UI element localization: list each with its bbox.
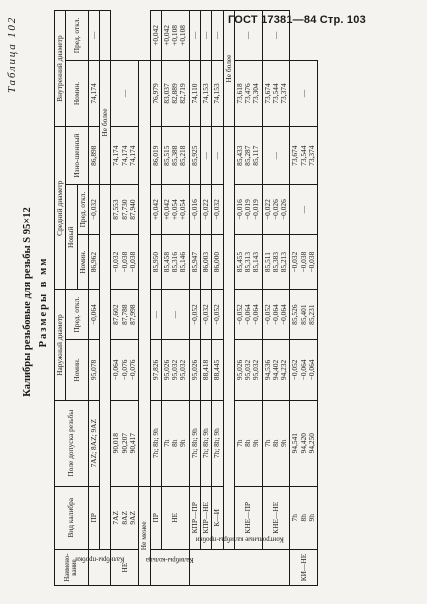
middle-worn (200, 127, 211, 185)
inner-deviation-value: — (243, 31, 253, 40)
outer-nominal-value: 95,026 (189, 359, 199, 381)
middle-worn-value: 85,117 (251, 145, 261, 166)
gauge-type: КПР—ПР (189, 486, 200, 550)
page-header: ГОСТ 17381—84 Стр. 103 (228, 14, 366, 26)
tolerance-field-value: 7h (262, 439, 272, 447)
tolerance-field-value: 7h; 8h; 9h (189, 428, 199, 459)
middle-deviation-value: −0,038 (298, 251, 308, 273)
middle-nominal-value: 85,950 (150, 251, 160, 273)
middle-worn-value: — (270, 152, 280, 160)
middle-worn-value: 86,898 (88, 145, 98, 166)
inner-deviation-value: — (200, 31, 210, 40)
inner-nominal (150, 60, 161, 126)
middle-deviation (161, 185, 189, 235)
tolerance-field-value: 7h; 8h; 9h (200, 428, 210, 459)
header-worn: Изно-шенный (66, 127, 89, 185)
middle-nominal-value: 85,383 (270, 251, 280, 273)
middle-deviation-value: −0,026 (279, 199, 289, 221)
inner-deviation (161, 11, 189, 61)
outer-nominal-value: 94,536 (262, 359, 272, 381)
inner-nominal (234, 60, 262, 126)
middle-nominal (290, 290, 318, 340)
middle-deviation-value: −0,022 (262, 199, 272, 221)
outer-nominal (150, 340, 161, 401)
middle-deviation-value: −0,032 (290, 251, 300, 273)
inner-deviation-value: — (298, 89, 308, 98)
header-row-1 (55, 11, 66, 586)
inner-deviation (189, 11, 200, 61)
group-label (189, 535, 290, 586)
table-row (88, 11, 99, 586)
tolerance-field-value: 8h (298, 514, 308, 522)
middle-deviation (262, 185, 290, 235)
table-row (161, 11, 189, 586)
gauge-type: ПР (88, 486, 99, 550)
tolerance-field (262, 400, 290, 486)
middle-worn-value: 85,218 (178, 145, 188, 166)
table-row (150, 11, 161, 586)
group-label-text: Калибры-кольца (146, 555, 194, 563)
outer-nominal-value: 90,207 (119, 433, 129, 454)
middle-deviation-value: +0,042 (150, 199, 160, 221)
outer-deviation-value: −0,064 (307, 359, 317, 381)
tolerance-field-value: 7AZ (111, 511, 121, 525)
tolerance-field-value: 7h; 8h; 9h (212, 428, 222, 459)
inner-nominal-value: 73,374 (307, 145, 317, 166)
header-middle-diameter: Средний диаметр (55, 127, 66, 290)
outer-nominal-value: 95,026 (234, 359, 244, 381)
tolerance-field (161, 400, 189, 486)
middle-deviation-value: −0,032 (111, 251, 121, 273)
middle-deviation-value: −0,038 (119, 251, 129, 273)
inner-deviation (262, 11, 290, 61)
inner-deviation (212, 11, 223, 61)
outer-deviation-value: −0,052 (262, 304, 272, 326)
header-new: Новый (66, 185, 77, 290)
note-empty (100, 11, 111, 61)
middle-nominal (189, 234, 200, 289)
table-row (262, 11, 290, 586)
outer-deviation-value: −0,064 (251, 304, 261, 326)
inner-deviation (88, 11, 99, 61)
outer-deviation-value: — (150, 310, 160, 319)
inner-nominal-value: 74,174 (88, 83, 98, 104)
middle-deviation-value: +0,054 (178, 199, 188, 221)
note-not-more: Не более (100, 60, 111, 184)
middle-worn-value: 85,287 (243, 145, 253, 166)
tolerance-field (150, 400, 161, 486)
tolerance-field-value: 7h (161, 439, 171, 447)
middle-deviation (88, 185, 99, 235)
header-inner-dev: Пред. откл. (66, 11, 89, 61)
middle-nominal (212, 234, 223, 289)
middle-worn-value: 85,925 (189, 145, 199, 166)
middle-worn (161, 127, 189, 185)
gauge-table (54, 10, 318, 586)
middle-worn (88, 127, 99, 185)
note-row (223, 11, 234, 586)
outer-deviation-value: −0,052 (212, 304, 222, 326)
gauge-type: НЕ (161, 486, 189, 550)
tolerance-field-value: 7h; 8h; 9h (150, 428, 160, 459)
middle-deviation (290, 234, 318, 289)
middle-worn-value: 85,433 (234, 145, 244, 166)
outer-deviation-value: −0,064 (88, 304, 98, 326)
group-label-text: Контрольные калибры-пробки (195, 535, 285, 543)
outer-nominal-value: 94,250 (307, 433, 317, 454)
inner-nominal-value: 82,719 (178, 83, 188, 104)
gauge-type: КИ—НЕ (290, 550, 318, 586)
tolerance-field-value: 9h (307, 514, 317, 522)
outer-deviation-value: −0,064 (279, 304, 289, 326)
note-not-more: Не более (223, 11, 234, 127)
inner-nominal (212, 60, 223, 126)
tolerance-field (234, 400, 262, 486)
outer-deviation (111, 340, 139, 401)
inner-nominal (262, 60, 290, 126)
middle-worn-value: 86,019 (150, 145, 160, 166)
middle-worn (234, 127, 262, 185)
middle-deviation (150, 185, 161, 235)
inner-nominal (189, 60, 200, 126)
note-empty (100, 185, 111, 550)
inner-nominal-value: 74,174 (119, 145, 129, 166)
inner-deviation (234, 11, 262, 61)
middle-nominal-value: 87,998 (127, 304, 137, 325)
inner-deviation-value: — (119, 89, 129, 98)
tolerance-field-value: 9h (251, 439, 261, 447)
inner-nominal-value: 74,110 (189, 83, 199, 104)
middle-nominal-value: 85,313 (243, 251, 253, 273)
tolerance-field-value: 8h (170, 439, 180, 447)
middle-nominal-value: 87,602 (111, 304, 121, 325)
inner-nominal (88, 60, 99, 126)
note-row (139, 11, 150, 586)
outer-deviation (200, 290, 211, 340)
inner-deviation (150, 11, 161, 61)
tolerance-field-value: 9h (279, 439, 289, 447)
outer-nominal-value: 94,402 (270, 359, 280, 381)
outer-nominal-value: 88,418 (200, 359, 210, 381)
inner-nominal-value: 73,544 (270, 83, 280, 104)
middle-worn (290, 185, 318, 235)
middle-deviation-value: −0,038 (127, 251, 137, 273)
header-outer-dev: Пред. откл. (66, 290, 89, 340)
middle-nominal-value: 86,003 (200, 251, 210, 273)
tolerance-field-value: 7h (290, 514, 300, 522)
middle-deviation-value: −0,019 (243, 199, 253, 221)
header-outer-nom: Номин. (66, 340, 89, 401)
inner-nominal-value: 73,476 (243, 83, 253, 104)
middle-worn-value: — (200, 152, 210, 160)
middle-worn (150, 127, 161, 185)
outer-deviation (234, 290, 262, 340)
inner-deviation (290, 60, 318, 126)
inner-nominal-value: 74,174 (127, 145, 137, 166)
middle-nominal (234, 234, 262, 289)
inner-nominal-value: 73,304 (251, 83, 261, 104)
middle-deviation-value: −0,026 (270, 199, 280, 221)
outer-nominal (290, 400, 318, 486)
outer-nominal-value: 94,541 (290, 433, 300, 454)
table-caption: Таблица 102 (6, 16, 18, 93)
outer-nominal (189, 340, 200, 401)
outer-nominal-value: 95,078 (88, 359, 98, 381)
middle-deviation-value: −0,038 (307, 251, 317, 273)
inner-nominal-value: 74,153 (200, 83, 210, 104)
header-outer-diameter: Наружный диаметр (55, 290, 66, 401)
inner-nominal-value: 73,674 (290, 145, 300, 166)
middle-worn (262, 127, 290, 185)
middle-worn-value: — (298, 205, 308, 214)
inner-deviation (200, 11, 211, 61)
inner-deviation (111, 60, 139, 126)
inner-nominal (290, 127, 318, 185)
outer-deviation (212, 290, 223, 340)
outer-deviation-value: −0,076 (127, 359, 137, 381)
header-inner-nom: Номин. (66, 60, 89, 126)
middle-nominal-value: 85,526 (290, 304, 300, 325)
note-row (100, 11, 111, 586)
header-middle-nom: Номин. (77, 234, 88, 289)
inner-deviation-value: +0,108 (178, 25, 188, 46)
middle-worn (111, 185, 139, 235)
header-inner-diameter: Внутренний диаметр (55, 11, 66, 127)
middle-nominal-value: 86,000 (212, 251, 222, 273)
middle-nominal-value: 85,213 (279, 251, 289, 273)
inner-nominal-value: 73,618 (234, 83, 244, 104)
inner-nominal-value: 73,674 (262, 83, 272, 104)
outer-deviation (88, 290, 99, 340)
note-not-less: Не менее (139, 486, 150, 585)
gauge-type: ПР (150, 486, 161, 550)
tolerance-field (111, 486, 139, 550)
inner-nominal-value: 76,979 (150, 83, 160, 104)
tolerance-field-value: 7AZ; 8AZ; 9AZ (88, 418, 98, 468)
header-name: Наимено-вание (55, 550, 89, 586)
outer-nominal-value: 95,032 (170, 359, 180, 381)
middle-deviation (200, 185, 211, 235)
middle-worn-value: 87,553 (111, 199, 121, 220)
table-title: Калибры резьбовые для резьбы S 95×12 (22, 207, 33, 397)
middle-deviation-value: −0,016 (234, 199, 244, 221)
outer-deviation-value: −0,064 (111, 359, 121, 381)
outer-nominal (161, 340, 189, 401)
middle-worn-value: 87,730 (119, 199, 129, 220)
middle-nominal-value: 85,231 (307, 304, 317, 325)
table-row (234, 11, 262, 586)
middle-nominal (111, 290, 139, 340)
page-mark (402, 585, 408, 591)
table-row (111, 11, 139, 586)
middle-nominal-value: 86,962 (88, 251, 98, 273)
outer-deviation (262, 290, 290, 340)
inner-nominal (111, 127, 139, 185)
middle-worn-value: 85,388 (170, 145, 180, 166)
inner-deviation-value: — (88, 31, 98, 40)
inner-nominal-value: 82,889 (170, 83, 180, 104)
header-middle-dev: Пред. откл. (77, 185, 88, 235)
outer-nominal-value: 90,018 (111, 433, 121, 454)
tolerance-field-value: 7h (234, 439, 244, 447)
middle-nominal (161, 234, 189, 289)
outer-deviation (150, 290, 161, 340)
outer-deviation-value: −0,032 (200, 304, 210, 326)
header-type: Вид калибра (55, 486, 89, 550)
outer-nominal-value: 95,032 (178, 359, 188, 381)
middle-nominal-value: 85,458 (161, 251, 171, 273)
middle-deviation-value: −0,032 (88, 199, 98, 221)
outer-deviation-value: −0,052 (290, 359, 300, 381)
middle-deviation (234, 185, 262, 235)
outer-deviation-value: −0,052 (189, 304, 199, 326)
note-empty (223, 127, 234, 550)
tolerance-field (88, 400, 99, 486)
group-label-text: Калибры-пробки (75, 555, 125, 563)
outer-nominal-value: 95,032 (251, 359, 261, 381)
gauge-type: К—И (212, 486, 223, 550)
middle-nominal-value: 85,143 (251, 251, 261, 273)
outer-deviation-value: −0,064 (298, 359, 308, 381)
middle-worn (212, 127, 223, 185)
middle-nominal-value: 85,401 (298, 304, 308, 325)
outer-nominal (111, 400, 139, 486)
tolerance-field (212, 400, 223, 486)
group-label (146, 550, 194, 586)
gauge-type: КНЕ—НЕ (262, 486, 290, 550)
outer-nominal-value: 95,026 (161, 359, 171, 381)
outer-deviation (290, 340, 318, 401)
inner-deviation-value: +0,108 (170, 25, 180, 46)
middle-worn-value: — (212, 152, 222, 160)
middle-nominal-value: 85,455 (234, 251, 244, 273)
inner-nominal (161, 60, 189, 126)
middle-nominal (150, 234, 161, 289)
middle-worn-value: 87,940 (127, 199, 137, 220)
outer-nominal (212, 340, 223, 401)
tolerance-field (200, 400, 211, 486)
outer-nominal (88, 340, 99, 401)
middle-nominal-value: 85,511 (262, 252, 272, 273)
middle-worn (189, 127, 200, 185)
tolerance-field-value: 8h (243, 439, 253, 447)
inner-deviation-value: +0,042 (150, 25, 160, 46)
outer-deviation (189, 290, 200, 340)
tolerance-field-value: 9h (178, 439, 188, 447)
middle-deviation-value: −0,022 (200, 199, 210, 221)
table-subtitle: Размеры в мм (38, 256, 49, 348)
inner-nominal-value: 73,374 (279, 83, 289, 104)
outer-nominal-value: 90,417 (127, 433, 137, 454)
outer-nominal (262, 340, 290, 401)
note-empty (139, 60, 150, 486)
middle-deviation-value: +0,054 (170, 199, 180, 221)
tolerance-field-value: 8h (270, 439, 280, 447)
middle-worn-value: 85,515 (161, 145, 171, 166)
gauge-type: НЕ (111, 550, 139, 586)
middle-deviation (189, 185, 200, 235)
outer-deviation (161, 290, 189, 340)
inner-deviation-value: +0,042 (161, 25, 171, 46)
middle-nominal-value: 87,788 (119, 304, 129, 325)
table-row (200, 11, 211, 586)
middle-deviation (212, 185, 223, 235)
inner-nominal-value: 74,174 (111, 145, 121, 166)
inner-deviation-value: — (212, 31, 222, 40)
outer-deviation-value: −0,064 (270, 304, 280, 326)
outer-deviation-value: −0,064 (243, 304, 253, 326)
outer-nominal-value: 97,826 (150, 359, 160, 381)
middle-deviation-value: −0,032 (212, 199, 222, 221)
inner-nominal-value: 73,544 (298, 145, 308, 166)
inner-nominal-value: 83,037 (161, 83, 171, 104)
inner-deviation-value: — (270, 31, 280, 40)
inner-nominal-value: 74,153 (212, 83, 222, 104)
middle-deviation-value: +0,042 (161, 199, 171, 221)
outer-nominal-value: 95,032 (243, 359, 253, 381)
inner-nominal (200, 60, 211, 126)
middle-deviation (111, 234, 139, 289)
middle-nominal (88, 234, 99, 289)
gauge-type: КПР—НЕ (200, 486, 211, 550)
middle-nominal-value: 85,947 (189, 251, 199, 273)
outer-nominal-value: 94,232 (279, 359, 289, 381)
table-row (189, 11, 200, 586)
gauge-type: КНЕ—ПР (234, 486, 262, 550)
middle-deviation-value: −0,016 (189, 199, 199, 221)
middle-nominal (262, 234, 290, 289)
outer-deviation-value: — (170, 310, 180, 319)
tolerance-field (189, 400, 200, 486)
middle-nominal-value: 85,146 (178, 251, 188, 273)
outer-nominal (200, 340, 211, 401)
inner-deviation-value: — (189, 31, 199, 40)
outer-deviation-value: −0,076 (119, 359, 129, 381)
middle-nominal-value: 85,316 (170, 251, 180, 273)
header-tolerance: Поле допуска резьбы (55, 400, 89, 486)
outer-deviation-value: −0,052 (234, 304, 244, 326)
tolerance-field-value: 8AZ (119, 511, 129, 525)
middle-deviation-value: −0,019 (251, 199, 261, 221)
tolerance-field-value: 9AZ (127, 511, 137, 525)
outer-nominal-value: 94,420 (298, 433, 308, 454)
table-row (290, 11, 318, 586)
table-row (212, 11, 223, 586)
middle-nominal (200, 234, 211, 289)
tolerance-field (290, 486, 318, 550)
outer-nominal-value: 88,445 (212, 359, 222, 381)
outer-nominal (234, 340, 262, 401)
